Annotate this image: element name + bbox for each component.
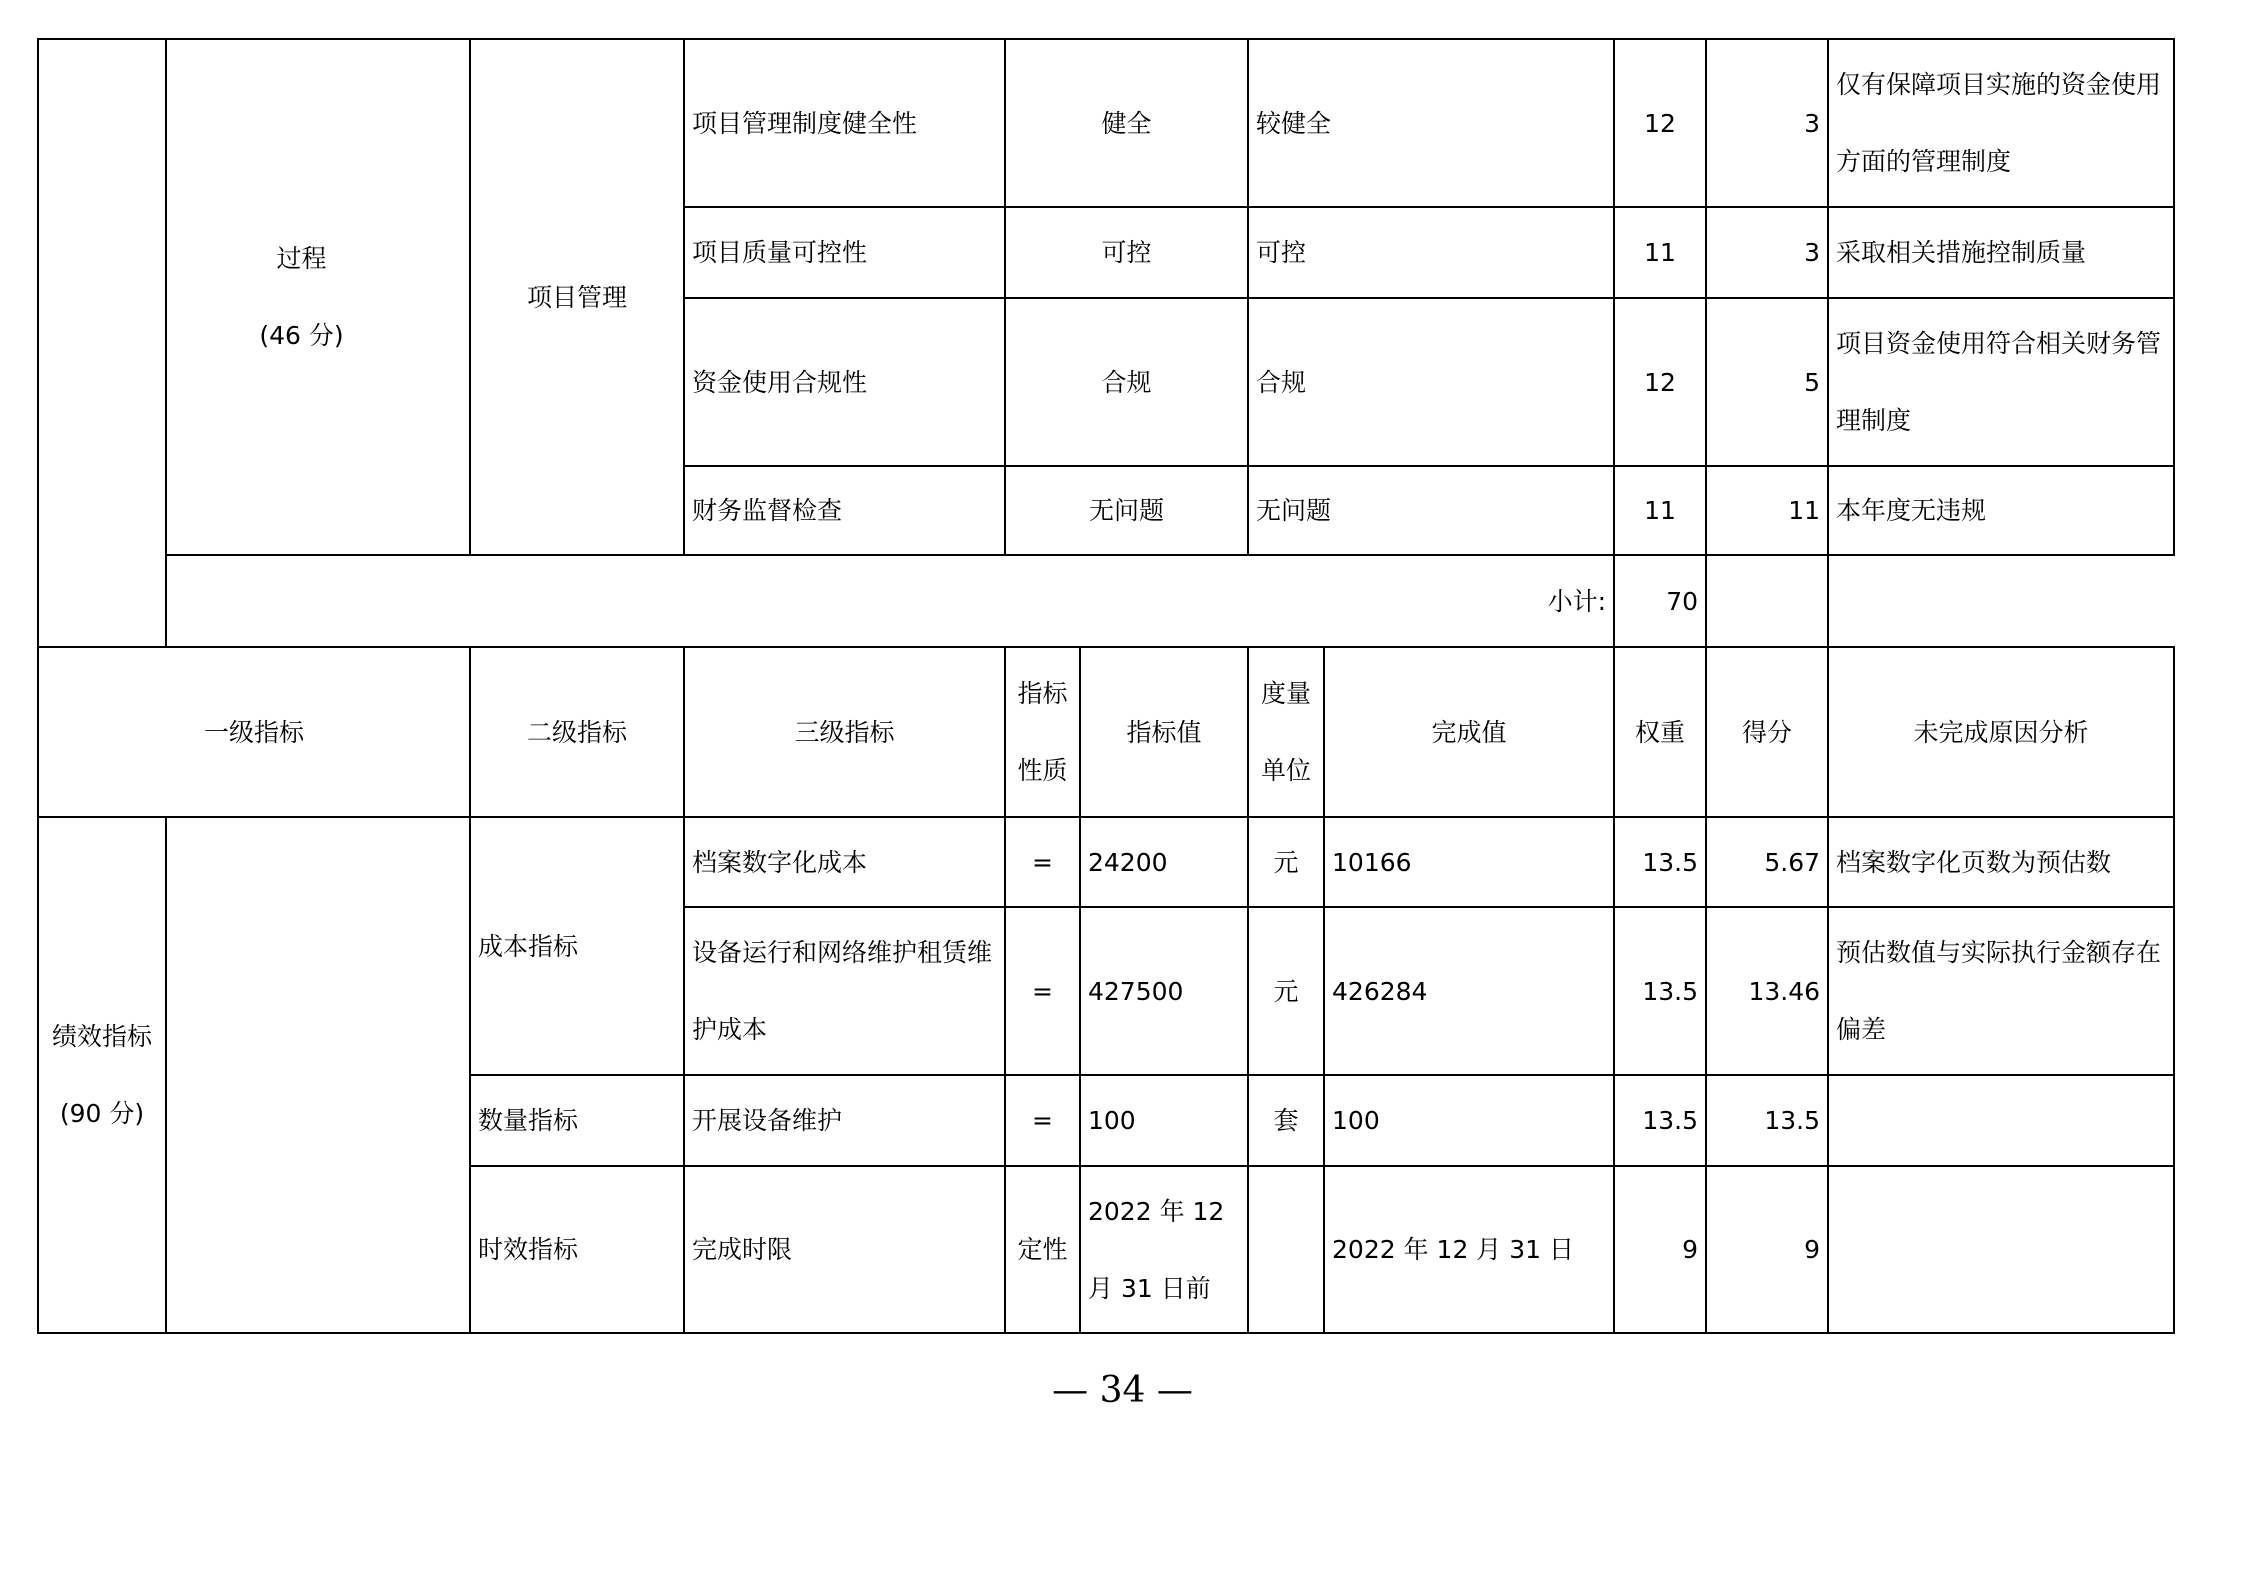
analysis-cell: 预估数值与实际执行金额存在偏差 [1828,907,2174,1075]
header-actual: 完成值 [1324,647,1614,817]
indicator-cell: 项目质量可控性 [684,207,1005,298]
indicator-cell: 资金使用合规性 [684,298,1005,466]
nature-cell: = [1005,817,1080,907]
target-cell: 2022 年 12 月 31 日前 [1080,1166,1248,1333]
performance-evaluation-table [37,38,2175,1334]
page-number: — 34 — [1052,1370,1193,1411]
analysis-cell: 本年度无违规 [1828,466,2174,555]
subtotal-value: 70 [1614,555,1706,647]
target-cell: 无问题 [1005,466,1248,555]
score-cell: 3 [1706,39,1828,207]
score-cell: 5.67 [1706,817,1828,907]
score-cell: 5 [1706,298,1828,466]
target-cell: 合规 [1005,298,1248,466]
subtotal-row [38,555,2174,647]
table-row [38,39,2174,207]
actual-cell: 10166 [1324,817,1614,907]
blank-cell [38,39,166,647]
blank-cell [1706,555,1828,647]
unit-cell: 元 [1248,817,1324,907]
target-cell: 健全 [1005,39,1248,207]
header-level2: 二级指标 [470,647,684,817]
header-weight: 权重 [1614,647,1706,817]
indicator-cell: 完成时限 [684,1166,1005,1333]
analysis-cell: 采取相关措施控制质量 [1828,207,2174,298]
indicator-cell: 财务监督检查 [684,466,1005,555]
header-row [38,647,2174,817]
indicator-cell: 项目管理制度健全性 [684,39,1005,207]
performance-category-cell: 绩效指标 (90 分) [38,817,166,1333]
actual-cell: 2022 年 12 月 31 日 [1324,1166,1614,1333]
analysis-cell: 仅有保障项目实施的资金使用方面的管理制度 [1828,39,2174,207]
target-cell: 24200 [1080,817,1248,907]
table-row [38,817,2174,907]
target-cell: 427500 [1080,907,1248,1075]
subtotal-label: 小计: [166,555,1614,647]
weight-cell: 13.5 [1614,817,1706,907]
weight-cell: 9 [1614,1166,1706,1333]
header-target: 指标值 [1080,647,1248,817]
group-name-cell: 数量指标 [470,1075,684,1166]
header-unit: 度量 单位 [1248,647,1324,817]
target-cell: 可控 [1005,207,1248,298]
score-cell: 13.46 [1706,907,1828,1075]
analysis-cell: 项目资金使用符合相关财务管理制度 [1828,298,2174,466]
header-analysis: 未完成原因分析 [1828,647,2174,817]
process-subcategory-cell: 项目管理 [470,39,684,555]
nature-cell: = [1005,1075,1080,1166]
weight-cell: 11 [1614,466,1706,555]
target-cell: 100 [1080,1075,1248,1166]
score-cell: 3 [1706,207,1828,298]
actual-cell: 无问题 [1248,466,1614,555]
unit-cell: 元 [1248,907,1324,1075]
weight-cell: 12 [1614,298,1706,466]
blank-cell [166,817,470,1333]
actual-cell: 合规 [1248,298,1614,466]
weight-cell: 12 [1614,39,1706,207]
analysis-cell [1828,1166,2174,1333]
actual-cell: 100 [1324,1075,1614,1166]
score-cell: 13.5 [1706,1075,1828,1166]
unit-cell [1248,1166,1324,1333]
nature-cell: 定性 [1005,1166,1080,1333]
header-nature: 指标 性质 [1005,647,1080,817]
score-cell: 11 [1706,466,1828,555]
actual-cell: 可控 [1248,207,1614,298]
nature-cell: = [1005,907,1080,1075]
group-name-cell: 时效指标 [470,1166,684,1333]
weight-cell: 13.5 [1614,1075,1706,1166]
header-level3: 三级指标 [684,647,1005,817]
weight-cell: 11 [1614,207,1706,298]
indicator-cell: 开展设备维护 [684,1075,1005,1166]
weight-cell: 13.5 [1614,907,1706,1075]
analysis-cell [1828,1075,2174,1166]
header-score: 得分 [1706,647,1828,817]
unit-cell: 套 [1248,1075,1324,1166]
group-name-cell: 成本指标 [470,817,684,1075]
actual-cell: 较健全 [1248,39,1614,207]
header-level1: 一级指标 [38,647,470,817]
actual-cell: 426284 [1324,907,1614,1075]
indicator-cell: 设备运行和网络维护租赁维护成本 [684,907,1005,1075]
process-category-cell: 过程 (46 分) [166,39,470,555]
score-cell: 9 [1706,1166,1828,1333]
analysis-cell: 档案数字化页数为预估数 [1828,817,2174,907]
indicator-cell: 档案数字化成本 [684,817,1005,907]
